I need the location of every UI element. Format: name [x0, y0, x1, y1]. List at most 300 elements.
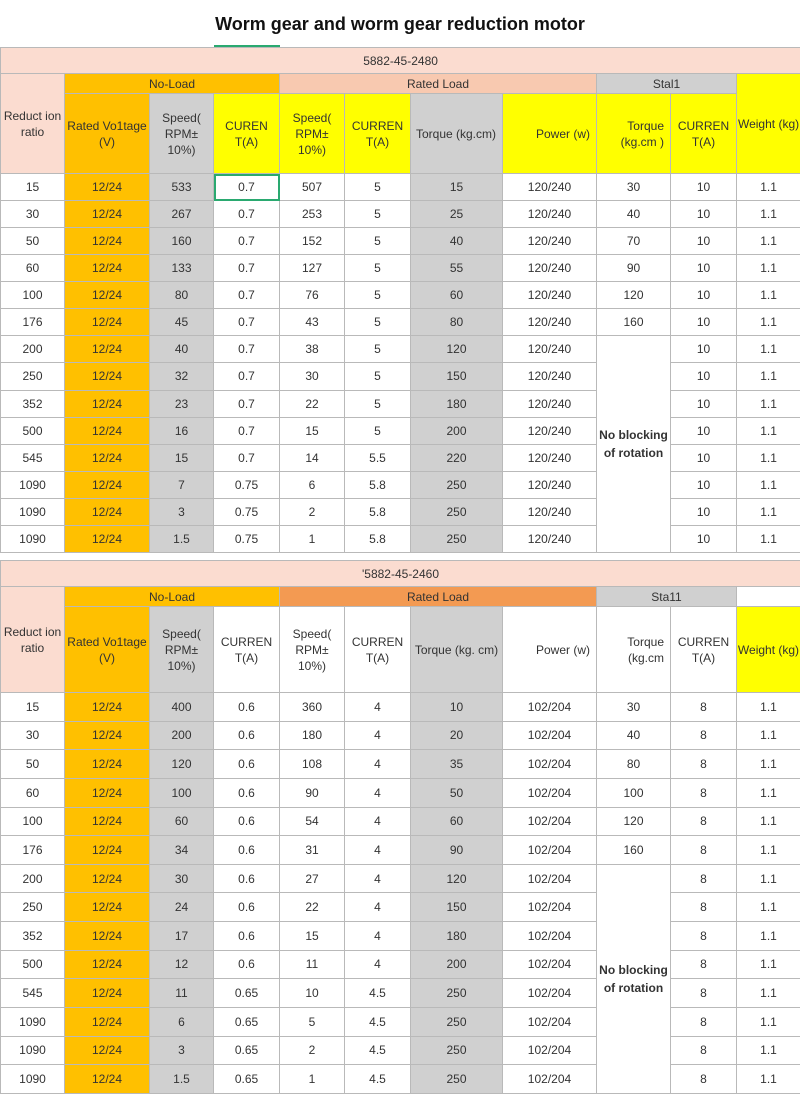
power-cell: 120/240 [503, 471, 597, 498]
ratio-cell: 176 [1, 836, 65, 865]
voltage-cell: 12/24 [65, 950, 150, 979]
rated-torque-cell: 80 [411, 309, 503, 336]
rated-torque-cell: 250 [411, 525, 503, 552]
noload-speed-cell: 32 [150, 363, 214, 390]
rated-torque-cell: 180 [411, 390, 503, 417]
header-power: Power (w) [503, 94, 597, 174]
weight-cell: 1.1 [737, 1007, 800, 1036]
power-cell: 102/204 [503, 721, 597, 750]
weight-cell: 1.1 [737, 750, 800, 779]
rated-speed-cell: 5 [280, 1007, 345, 1036]
noload-speed-cell: 100 [150, 778, 214, 807]
power-cell: 102/204 [503, 950, 597, 979]
noload-current-cell: 0.6 [214, 693, 280, 722]
group-no-load: No-Load [65, 587, 280, 607]
rated-speed-cell: 108 [280, 750, 345, 779]
stall-current-cell: 8 [671, 693, 737, 722]
ratio-cell: 200 [1, 864, 65, 893]
ratio-cell: 352 [1, 922, 65, 951]
noload-current-cell: 0.6 [214, 922, 280, 951]
table-row [1, 309, 800, 336]
weight-cell: 1.1 [737, 1065, 800, 1094]
voltage-cell: 12/24 [65, 807, 150, 836]
voltage-cell: 12/24 [65, 174, 150, 201]
voltage-cell: 12/24 [65, 864, 150, 893]
rated-torque-cell: 250 [411, 1065, 503, 1094]
voltage-cell: 12/24 [65, 922, 150, 951]
rated-speed-cell: 180 [280, 721, 345, 750]
rated-current-cell: 5 [345, 255, 411, 282]
voltage-cell: 12/24 [65, 282, 150, 309]
spec-table-1 [0, 47, 800, 553]
voltage-cell: 12/24 [65, 836, 150, 865]
stall-current-cell: 10 [671, 309, 737, 336]
rated-current-cell: 5 [345, 174, 411, 201]
rated-current-cell: 4 [345, 778, 411, 807]
noload-current-cell: 0.7 [214, 282, 280, 309]
weight-cell: 1.1 [737, 836, 800, 865]
noload-speed-cell: 3 [150, 498, 214, 525]
power-cell: 120/240 [503, 525, 597, 552]
noload-current-cell: 0.7 [214, 444, 280, 471]
voltage-cell: 12/24 [65, 721, 150, 750]
stall-current-cell: 8 [671, 893, 737, 922]
table-row [1, 255, 800, 282]
stall-torque-cell: 80 [597, 750, 671, 779]
power-cell: 120/240 [503, 174, 597, 201]
weight-cell: 1.1 [737, 893, 800, 922]
stall-current-cell: 8 [671, 979, 737, 1008]
weight-cell: 1.1 [737, 363, 800, 390]
ratio-cell: 60 [1, 255, 65, 282]
header-st-torque: Torque (kg.cm ) [597, 94, 671, 174]
stall-current-cell: 8 [671, 864, 737, 893]
noload-current-cell: 0.6 [214, 778, 280, 807]
noload-speed-cell: 1.5 [150, 1065, 214, 1094]
table-row [1, 864, 800, 893]
stall-current-cell: 10 [671, 390, 737, 417]
weight-cell: 1.1 [737, 336, 800, 363]
rated-current-cell: 4.5 [345, 1007, 411, 1036]
stall-current-cell: 8 [671, 922, 737, 951]
rated-speed-cell: 54 [280, 807, 345, 836]
power-cell: 102/204 [503, 1007, 597, 1036]
noload-current-cell: 0.6 [214, 721, 280, 750]
model-number: 5882-45-2480 [1, 48, 800, 74]
rated-current-cell: 4 [345, 864, 411, 893]
power-cell: 102/204 [503, 836, 597, 865]
power-cell: 102/204 [503, 693, 597, 722]
stall-current-cell: 10 [671, 336, 737, 363]
stall-torque-cell: 90 [597, 255, 671, 282]
rated-speed-cell: 22 [280, 893, 345, 922]
rated-current-cell: 4.5 [345, 1065, 411, 1094]
rated-speed-cell: 27 [280, 864, 345, 893]
voltage-cell: 12/24 [65, 471, 150, 498]
table-row [1, 807, 800, 836]
spec-table-2 [0, 560, 800, 1094]
ratio-cell: 500 [1, 417, 65, 444]
rated-torque-cell: 10 [411, 693, 503, 722]
ratio-cell: 1090 [1, 1065, 65, 1094]
voltage-cell: 12/24 [65, 228, 150, 255]
header-rl-current: CURREN T(A) [345, 94, 411, 174]
noload-speed-cell: 16 [150, 417, 214, 444]
power-cell: 120/240 [503, 498, 597, 525]
table-row [1, 282, 800, 309]
ratio-cell: 1090 [1, 498, 65, 525]
header-st-torque: Torque (kg.cm [597, 607, 671, 693]
voltage-cell: 12/24 [65, 750, 150, 779]
table-row [1, 390, 800, 417]
stall-current-cell: 10 [671, 471, 737, 498]
table-row [1, 721, 800, 750]
power-cell: 120/240 [503, 336, 597, 363]
page-title: Worm gear and worm gear reduction motor [0, 0, 800, 46]
header-rl-torque: Torque (kg. cm) [411, 607, 503, 693]
weight-cell: 1.1 [737, 778, 800, 807]
rated-torque-cell: 150 [411, 893, 503, 922]
rated-speed-cell: 76 [280, 282, 345, 309]
model-number: '5882-45-2460 [1, 561, 800, 587]
voltage-cell: 12/24 [65, 893, 150, 922]
noload-speed-cell: 3 [150, 1036, 214, 1065]
rated-torque-cell: 50 [411, 778, 503, 807]
rated-speed-cell: 253 [280, 201, 345, 228]
no-blocking-note: No blocking of rotation [597, 864, 671, 1093]
power-cell: 120/240 [503, 417, 597, 444]
header-st-current: CURREN T(A) [671, 607, 737, 693]
noload-speed-cell: 23 [150, 390, 214, 417]
stall-current-cell: 10 [671, 498, 737, 525]
noload-speed-cell: 34 [150, 836, 214, 865]
table-row [1, 893, 800, 922]
voltage-cell: 12/24 [65, 363, 150, 390]
weight-cell: 1.1 [737, 471, 800, 498]
rated-speed-cell: 6 [280, 471, 345, 498]
rated-torque-cell: 250 [411, 1036, 503, 1065]
rated-torque-cell: 15 [411, 174, 503, 201]
ratio-cell: 545 [1, 979, 65, 1008]
rated-torque-cell: 200 [411, 417, 503, 444]
weight-cell: 1.1 [737, 444, 800, 471]
rated-speed-cell: 30 [280, 363, 345, 390]
model-row [1, 561, 800, 587]
noload-current-cell: 0.6 [214, 864, 280, 893]
ratio-cell: 15 [1, 693, 65, 722]
weight-cell: 1.1 [737, 228, 800, 255]
header-nl-speed: Speed( RPM± 10%) [150, 607, 214, 693]
stall-current-cell: 10 [671, 174, 737, 201]
rated-speed-cell: 22 [280, 390, 345, 417]
rated-current-cell: 5 [345, 336, 411, 363]
voltage-cell: 12/24 [65, 1065, 150, 1094]
stall-current-cell: 8 [671, 950, 737, 979]
stall-torque-cell: 120 [597, 282, 671, 309]
stall-current-cell: 10 [671, 255, 737, 282]
rated-speed-cell: 127 [280, 255, 345, 282]
ratio-cell: 50 [1, 750, 65, 779]
ratio-cell: 250 [1, 363, 65, 390]
table-row [1, 979, 800, 1008]
ratio-cell: 1090 [1, 1036, 65, 1065]
noload-current-cell: 0.75 [214, 471, 280, 498]
noload-speed-cell: 12 [150, 950, 214, 979]
ratio-cell: 60 [1, 778, 65, 807]
noload-speed-cell: 6 [150, 1007, 214, 1036]
rated-speed-cell: 11 [280, 950, 345, 979]
ratio-cell: 1090 [1, 471, 65, 498]
rated-speed-cell: 14 [280, 444, 345, 471]
rated-speed-cell: 43 [280, 309, 345, 336]
rated-torque-cell: 250 [411, 498, 503, 525]
group-stall: Stal1 [597, 74, 737, 94]
rated-speed-cell: 2 [280, 1036, 345, 1065]
header-rl-speed: Speed( RPM± 10%) [280, 94, 345, 174]
power-cell: 102/204 [503, 864, 597, 893]
rated-current-cell: 5 [345, 228, 411, 255]
stall-current-cell: 10 [671, 282, 737, 309]
header-rl-speed: Speed( RPM± 10%) [280, 607, 345, 693]
rated-current-cell: 5 [345, 201, 411, 228]
power-cell: 102/204 [503, 1065, 597, 1094]
noload-speed-cell: 15 [150, 444, 214, 471]
power-cell: 102/204 [503, 893, 597, 922]
header-nl-speed: Speed( RPM± 10%) [150, 94, 214, 174]
noload-current-cell: 0.7 [214, 228, 280, 255]
group-header-row [1, 587, 800, 607]
power-cell: 102/204 [503, 979, 597, 1008]
table-row [1, 228, 800, 255]
rated-torque-cell: 40 [411, 228, 503, 255]
weight-cell: 1.1 [737, 174, 800, 201]
rated-current-cell: 5 [345, 417, 411, 444]
ratio-cell: 250 [1, 893, 65, 922]
weight-cell: 1.1 [737, 922, 800, 951]
noload-current-cell: 0.6 [214, 893, 280, 922]
rated-speed-cell: 38 [280, 336, 345, 363]
model-row [1, 48, 800, 74]
table-row [1, 1036, 800, 1065]
voltage-cell: 12/24 [65, 498, 150, 525]
rated-torque-cell: 180 [411, 922, 503, 951]
noload-current-cell: 0.75 [214, 525, 280, 552]
selected-cell[interactable]: 0.7 [214, 174, 280, 201]
rated-speed-cell: 1 [280, 1065, 345, 1094]
header-power: Power (w) [503, 607, 597, 693]
voltage-cell: 12/24 [65, 390, 150, 417]
stall-current-cell: 8 [671, 750, 737, 779]
ratio-cell: 100 [1, 807, 65, 836]
no-blocking-note: No blocking of rotation [597, 336, 671, 553]
table-row [1, 525, 800, 552]
table-row [1, 471, 800, 498]
rated-current-cell: 4.5 [345, 979, 411, 1008]
group-rated-load: Rated Load [280, 587, 597, 607]
table-row [1, 1065, 800, 1094]
weight-cell: 1.1 [737, 525, 800, 552]
rated-torque-cell: 250 [411, 979, 503, 1008]
power-cell: 120/240 [503, 363, 597, 390]
rated-current-cell: 5 [345, 363, 411, 390]
rated-speed-cell: 360 [280, 693, 345, 722]
weight-cell: 1.1 [737, 390, 800, 417]
column-header-row [1, 94, 800, 174]
power-cell: 120/240 [503, 228, 597, 255]
table-row [1, 336, 800, 363]
rated-speed-cell: 31 [280, 836, 345, 865]
noload-current-cell: 0.7 [214, 309, 280, 336]
weight-cell: 1.1 [737, 255, 800, 282]
ratio-cell: 500 [1, 950, 65, 979]
table-row [1, 444, 800, 471]
noload-speed-cell: 11 [150, 979, 214, 1008]
noload-current-cell: 0.7 [214, 336, 280, 363]
ratio-cell: 200 [1, 336, 65, 363]
weight-cell: 1.1 [737, 201, 800, 228]
rated-current-cell: 5.5 [345, 444, 411, 471]
column-header-row [1, 607, 800, 693]
weight-cell: 1.1 [737, 950, 800, 979]
rated-torque-cell: 55 [411, 255, 503, 282]
stall-torque-cell: 70 [597, 228, 671, 255]
header-voltage: Rated Vo1tage (V) [65, 94, 150, 174]
rated-current-cell: 5.8 [345, 498, 411, 525]
rated-current-cell: 5.8 [345, 471, 411, 498]
table-row [1, 498, 800, 525]
ratio-cell: 176 [1, 309, 65, 336]
noload-speed-cell: 40 [150, 336, 214, 363]
noload-current-cell: 0.6 [214, 750, 280, 779]
noload-speed-cell: 45 [150, 309, 214, 336]
table-row [1, 836, 800, 865]
power-cell: 102/204 [503, 778, 597, 807]
noload-current-cell: 0.7 [214, 255, 280, 282]
stall-current-cell: 10 [671, 201, 737, 228]
ratio-cell: 50 [1, 228, 65, 255]
stall-torque-cell: 100 [597, 778, 671, 807]
voltage-cell: 12/24 [65, 309, 150, 336]
stall-torque-cell: 160 [597, 309, 671, 336]
rated-torque-cell: 220 [411, 444, 503, 471]
noload-current-cell: 0.6 [214, 836, 280, 865]
ratio-cell: 30 [1, 201, 65, 228]
table-row [1, 1007, 800, 1036]
stall-current-cell: 8 [671, 721, 737, 750]
noload-current-cell: 0.7 [214, 390, 280, 417]
group-rated-load: Rated Load [280, 74, 597, 94]
voltage-cell: 12/24 [65, 336, 150, 363]
rated-torque-cell: 25 [411, 201, 503, 228]
noload-speed-cell: 267 [150, 201, 214, 228]
group-stall: Sta11 [597, 587, 737, 607]
rated-current-cell: 5 [345, 390, 411, 417]
ratio-cell: 352 [1, 390, 65, 417]
power-cell: 120/240 [503, 309, 597, 336]
power-cell: 120/240 [503, 282, 597, 309]
table-row [1, 693, 800, 722]
voltage-cell: 12/24 [65, 201, 150, 228]
rated-current-cell: 5.8 [345, 525, 411, 552]
voltage-cell: 12/24 [65, 525, 150, 552]
rated-current-cell: 4 [345, 893, 411, 922]
ratio-cell: 545 [1, 444, 65, 471]
header-st-current: CURREN T(A) [671, 94, 737, 174]
power-cell: 120/240 [503, 390, 597, 417]
stall-torque-cell: 30 [597, 174, 671, 201]
table-row [1, 778, 800, 807]
rated-current-cell: 5 [345, 309, 411, 336]
rated-current-cell: 4 [345, 836, 411, 865]
rated-current-cell: 4 [345, 807, 411, 836]
header-reduction-ratio: Reduct ion ratio [1, 74, 65, 174]
table-row [1, 417, 800, 444]
weight-group-blank [737, 587, 800, 607]
noload-current-cell: 0.65 [214, 1065, 280, 1094]
noload-speed-cell: 24 [150, 893, 214, 922]
noload-speed-cell: 533 [150, 174, 214, 201]
header-rl-current: CURREN T(A) [345, 607, 411, 693]
weight-cell: 1.1 [737, 282, 800, 309]
noload-speed-cell: 60 [150, 807, 214, 836]
rated-current-cell: 4.5 [345, 1036, 411, 1065]
stall-current-cell: 10 [671, 417, 737, 444]
stall-current-cell: 10 [671, 525, 737, 552]
rated-current-cell: 5 [345, 282, 411, 309]
noload-current-cell: 0.7 [214, 417, 280, 444]
voltage-cell: 12/24 [65, 979, 150, 1008]
noload-speed-cell: 200 [150, 721, 214, 750]
weight-cell: 1.1 [737, 864, 800, 893]
rated-torque-cell: 250 [411, 1007, 503, 1036]
group-no-load: No-Load [65, 74, 280, 94]
weight-cell: 1.1 [737, 417, 800, 444]
noload-speed-cell: 30 [150, 864, 214, 893]
voltage-cell: 12/24 [65, 417, 150, 444]
weight-cell: 1.1 [737, 309, 800, 336]
power-cell: 120/240 [503, 444, 597, 471]
rated-speed-cell: 1 [280, 525, 345, 552]
voltage-cell: 12/24 [65, 1007, 150, 1036]
header-nl-current: CUREN T(A) [214, 94, 280, 174]
noload-speed-cell: 400 [150, 693, 214, 722]
noload-current-cell: 0.65 [214, 1007, 280, 1036]
noload-speed-cell: 80 [150, 282, 214, 309]
power-cell: 120/240 [503, 255, 597, 282]
header-voltage: Rated Vo1tage (V) [65, 607, 150, 693]
noload-speed-cell: 160 [150, 228, 214, 255]
weight-cell: 1.1 [737, 979, 800, 1008]
voltage-cell: 12/24 [65, 693, 150, 722]
voltage-cell: 12/24 [65, 778, 150, 807]
stall-current-cell: 8 [671, 1036, 737, 1065]
ratio-cell: 30 [1, 721, 65, 750]
noload-current-cell: 0.6 [214, 807, 280, 836]
noload-current-cell: 0.6 [214, 950, 280, 979]
stall-current-cell: 10 [671, 444, 737, 471]
weight-cell: 1.1 [737, 498, 800, 525]
table-row [1, 363, 800, 390]
weight-cell: 1.1 [737, 807, 800, 836]
stall-current-cell: 8 [671, 778, 737, 807]
rated-torque-cell: 90 [411, 836, 503, 865]
ratio-cell: 1090 [1, 525, 65, 552]
stall-current-cell: 8 [671, 807, 737, 836]
rated-speed-cell: 507 [280, 174, 345, 201]
noload-current-cell: 0.7 [214, 201, 280, 228]
rated-current-cell: 4 [345, 750, 411, 779]
noload-speed-cell: 17 [150, 922, 214, 951]
